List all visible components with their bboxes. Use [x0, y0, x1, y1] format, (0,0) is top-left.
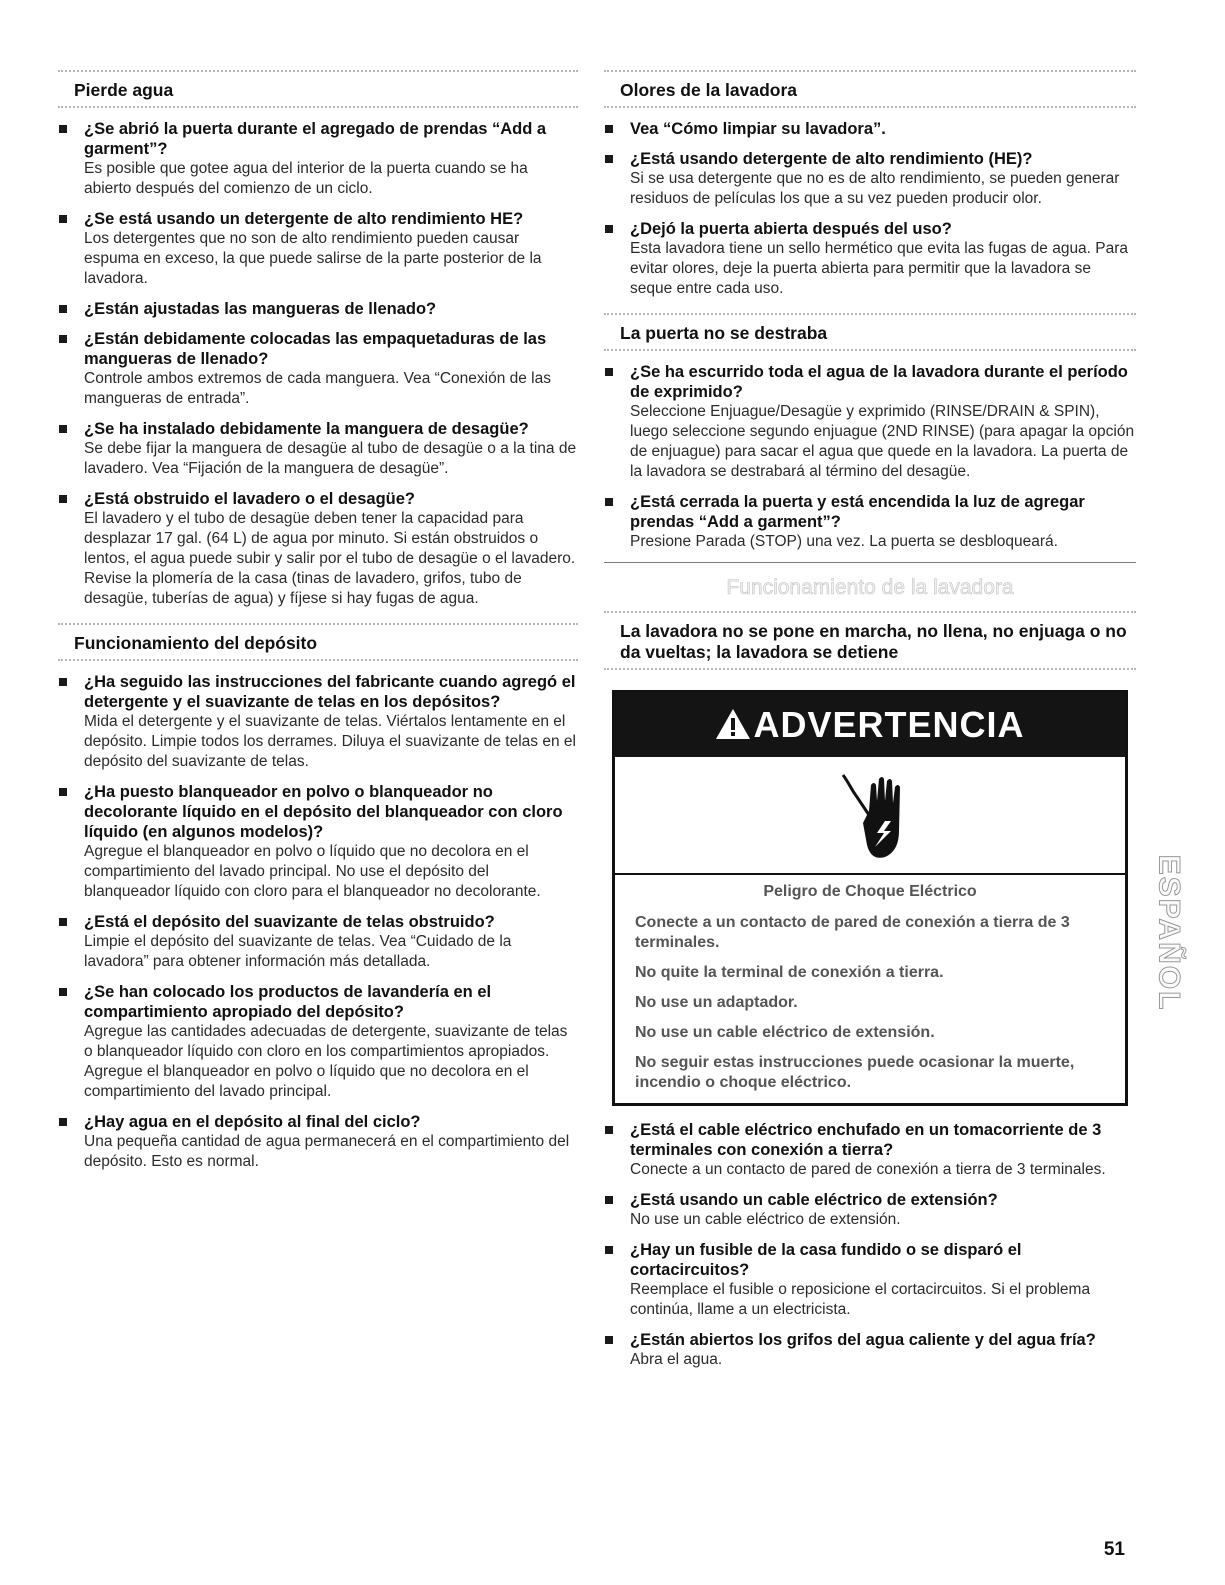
warning-line: No quite la terminal de conexión a tierra.	[635, 964, 944, 981]
chapter-heading: Funcionamiento de la lavadora	[726, 576, 1014, 599]
question: ¿Se abrió la puerta durante el agregado de prendas “Add a garment”?	[84, 120, 547, 158]
answer: Mida el detergente y el suavizante de telas. Viértalos lentamente en el depósito. Limpie todos los derrames. Diluya el suavizante de telas en el depósito del suavizante de telas.	[84, 713, 576, 770]
answer: Los detergentes que no son de alto rendimiento pueden causar espuma en exceso, la que puede salirse de la parte posterior de la lavadora.	[84, 230, 542, 287]
warning-line: Conecte a un contacto de pared de conexión a tierra de 3 terminales.	[635, 914, 1070, 951]
list-item	[604, 1190, 1136, 1230]
question: ¿Ha puesto blanqueador en polvo o blanqueador no decolorante líquido en el depósito del blanqueador con cloro líquido (en algunos modelos)?	[84, 783, 563, 841]
list-item	[58, 782, 578, 902]
question: ¿Se ha instalado debidamente la manguera de desagüe?	[84, 420, 529, 438]
answer: Controle ambos extremos de cada manguera. Vea “Conexión de las mangueras de entrada”.	[84, 370, 551, 407]
electric-shock-icon	[841, 771, 911, 863]
section-heading: Funcionamiento del depósito	[58, 623, 578, 661]
answer: Esta lavadora tiene un sello hermético que evita las fugas de agua. Para evitar olores, deje la puerta abierta para permitir que la lavadora se seque entre cada uso.	[630, 240, 1129, 297]
question: ¿Está obstruido el lavadero o el desagüe?	[84, 490, 415, 508]
list-item	[58, 672, 578, 772]
side-tab-label: ESPAÑOL	[1152, 854, 1186, 1011]
question: ¿Está usando un cable eléctrico de extensión?	[630, 1191, 998, 1209]
warning-line: No seguir estas instrucciones puede ocasionar la muerte, incendio o choque eléctrico.	[635, 1054, 1075, 1091]
question: ¿Está el cable eléctrico enchufado en un tomacorriente de 3 terminales con conexión a tierra?	[630, 1121, 1102, 1159]
answer: Agregue el blanqueador en polvo o líquido que no decolora en el compartimiento del lavado principal. No use el depósito del blanqueador líquido con cloro para el blanqueador no decolorante.	[84, 843, 541, 900]
answer: Reemplace el fusible o reposicione el cortacircuitos. Si el problema continúa, llame a un electricista.	[630, 1281, 1091, 1318]
list-item	[604, 149, 1136, 209]
warning-icon-area	[615, 757, 1125, 875]
list-item	[58, 1112, 578, 1172]
section-heading: La puerta no se destraba	[604, 313, 1136, 351]
warning-subtitle: Peligro de Choque Eléctrico	[763, 883, 977, 900]
section-heading: Olores de la lavadora	[604, 70, 1136, 108]
section-heading: La lavadora no se pone en marcha, no llena, no enjuaga o no da vueltas; la lavadora se detiene	[604, 611, 1136, 670]
list-item	[58, 299, 578, 319]
answer: Conecte a un contacto de pared de conexión a tierra de 3 terminales.	[630, 1161, 1106, 1178]
list-item	[604, 1330, 1136, 1370]
warning-line: No use un cable eléctrico de extensión.	[635, 1024, 935, 1041]
section-heading: Pierde agua	[58, 70, 578, 108]
question: ¿Se está usando un detergente de alto rendimiento HE?	[84, 210, 524, 228]
answer: Presione Parada (STOP) una vez. La puerta se desbloqueará.	[630, 533, 1058, 550]
answer: Se debe fijar la manguera de desagüe al tubo de desagüe o a la tina de lavadero. Vea “Fijación de la manguera de desagüe”.	[84, 440, 577, 477]
question: ¿Se ha escurrido toda el agua de la lavadora durante el período de exprimido?	[630, 363, 1128, 401]
list-item	[604, 1120, 1136, 1180]
qa-list	[604, 362, 1136, 552]
answer: Es posible que gotee agua del interior de la puerta cuando se ha abierto después del comienzo de un ciclo.	[84, 160, 528, 197]
list-item	[58, 329, 578, 409]
question: ¿Están debidamente colocadas las empaquetaduras de las mangueras de llenado?	[84, 330, 547, 368]
left-column	[58, 70, 578, 1182]
language-side-tab	[1152, 825, 1186, 1040]
list-item	[58, 982, 578, 1102]
answer: No use un cable eléctrico de extensión.	[630, 1211, 901, 1228]
warning-box	[612, 690, 1128, 1106]
list-item	[604, 119, 1136, 139]
answer: Abra el agua.	[630, 1351, 723, 1368]
list-item	[604, 1240, 1136, 1320]
question: ¿Dejó la puerta abierta después del uso?	[630, 220, 952, 238]
warning-title: ADVERTENCIA	[753, 704, 1025, 745]
question: ¿Están abiertos los grifos del agua caliente y del agua fría?	[630, 1331, 1096, 1349]
question: ¿Está el depósito del suavizante de telas obstruido?	[84, 913, 495, 931]
answer: Agregue las cantidades adecuadas de detergente, suavizante de telas o blanqueador líquido con cloro en los compartimientos apropiados. Agregue el blanqueador en polvo o líquido que no decolora en el compartimiento del lavado principal.	[84, 1023, 568, 1100]
list-item	[58, 489, 578, 609]
answer: El lavadero y el tubo de desagüe deben tener la capacidad para desplazar 17 gal. (64 L) de agua por minuto. Si están obstruidos o lentos, el agua puede subir y salir por el tubo de desagüe o el lavadero. Revise la plomería de la casa (tinas de lavadero, grifos, tubo de desagüe, tuberías de agua) y fíjese si hay fugas de agua.	[84, 510, 576, 607]
list-item	[604, 362, 1136, 482]
qa-list	[58, 119, 578, 609]
question: ¿Están ajustadas las mangueras de llenado?	[84, 300, 437, 318]
answer: Seleccione Enjuague/Desagüe y exprimido (RINSE/DRAIN & SPIN), luego seleccione segundo enjuague (2ND RINSE) (para apagar la opción de enjuague) para sacar el agua que quede en la lavadora. La puerta de la lavadora se destrabará al término del desagüe.	[630, 403, 1135, 480]
warning-title-bar	[615, 693, 1125, 757]
warning-body	[615, 875, 1125, 1103]
list-item	[58, 912, 578, 972]
question: ¿Está cerrada la puerta y está encendida la luz de agregar prendas “Add a garment”?	[630, 493, 1085, 531]
right-column	[604, 70, 1136, 1380]
question: ¿Está usando detergente de alto rendimiento (HE)?	[630, 150, 1033, 168]
list-item	[58, 119, 578, 199]
qa-list	[604, 119, 1136, 299]
answer: Una pequeña cantidad de agua permanecerá en el compartimiento del depósito. Esto es normal.	[84, 1133, 570, 1170]
question: ¿Hay agua en el depósito al final del ciclo?	[84, 1113, 421, 1131]
qa-list	[58, 672, 578, 1172]
list-item	[58, 419, 578, 479]
answer: Si se usa detergente que no es de alto rendimiento, se pueden generar residuos de películas los que a su vez pueden producir olor.	[630, 170, 1120, 207]
list-item	[58, 209, 578, 289]
list-item	[604, 219, 1136, 299]
list-item	[604, 492, 1136, 552]
question: ¿Se han colocado los productos de lavandería en el compartimiento apropiado del depósito?	[84, 983, 492, 1021]
warning-line: No use un adaptador.	[635, 994, 798, 1011]
answer: Limpie el depósito del suavizante de telas. Vea “Cuidado de la lavadora” para obtener información más detallada.	[84, 933, 512, 970]
question: ¿Hay un fusible de la casa fundido o se disparó el cortacircuitos?	[630, 1241, 1022, 1279]
page-number: 51	[1103, 1539, 1125, 1560]
warning-triangle-icon	[715, 693, 751, 757]
qa-list	[604, 1120, 1136, 1370]
question: ¿Ha seguido las instrucciones del fabricante cuando agregó el detergente y el suavizante de telas en los depósitos?	[84, 673, 576, 711]
question: Vea “Cómo limpiar su lavadora”.	[630, 120, 886, 138]
